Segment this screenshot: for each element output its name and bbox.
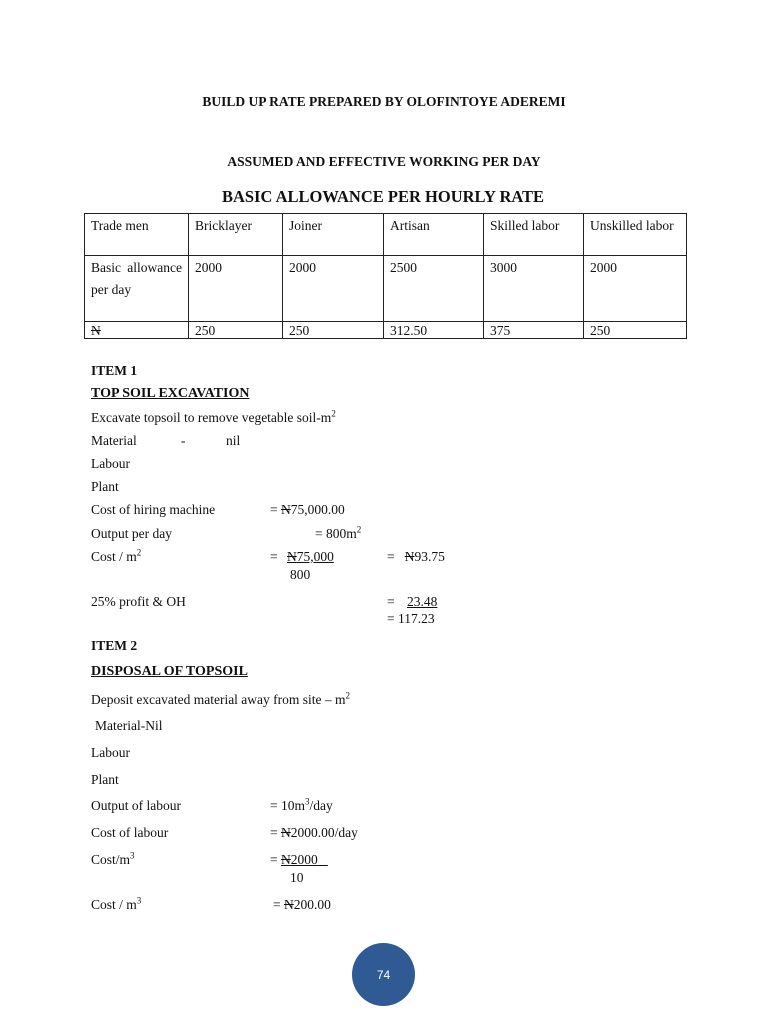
item1-heading: ITEM 1 [91,363,138,378]
table-cell: 250 [584,322,687,339]
item2-cost-labour-label: Cost of labour [91,825,169,840]
item1-description: Excavate topsoil to remove vegetable soil-$m^2$ [91,408,336,425]
item2-costm3-label: Cost/$m^3$ [91,850,135,867]
item1-material-dash: - [181,433,186,448]
item1-cost-label: Cost / $m^2$ [91,547,142,564]
table-cell: 2000 [283,256,384,322]
item2-output-label: Output of labour [91,798,181,813]
table-cell: 2000 [189,256,283,322]
table-row [85,322,687,339]
item1-output-value: = $800m^2$ [315,524,362,541]
table-cell: 250 [189,322,283,339]
item2-final-label: Cost / $m^3$ [91,895,142,912]
item2-cost-labour-value: = N2000.00/day [270,825,358,840]
item1-profit-label: 25% profit & OH [91,594,186,609]
table-title: BASIC ALLOWANCE PER HOURLY RATE [221,187,545,206]
item1-material-value: nil [226,433,241,448]
table-cell: 375 [484,322,584,339]
table-header-cell: Skilled labor [484,214,584,256]
table-cell: 2000 [584,256,687,322]
item2-output-value: = $10m^3$/day [270,796,333,813]
item1-title: TOP SOIL EXCAVATION [91,386,250,401]
table-cell-currency: N [85,322,189,339]
item1-hire-value: = N75,000.00 [270,502,345,517]
item2-costm3-numerator: = N2000 [270,852,318,867]
table-header-cell: Joiner [283,214,384,256]
table-cell: 2500 [384,256,484,322]
item1-material-label: Material [91,433,137,448]
item1-profit-value: 23.48 [407,594,438,609]
rates-table [84,213,687,339]
item1-cost-eq: = [270,549,278,564]
item2-costm3-denominator: 10 [290,870,304,885]
item2-description: Deposit excavated material away from site – $m^2$ [91,690,351,707]
item2-title: DISPOSAL OF TOPSOIL [91,664,248,679]
table-header-cell: Unskilled labor [584,214,687,256]
table-header-cell: Trade men [85,214,189,256]
item2-final-value: = N200.00 [273,897,331,912]
item1-cost-numerator: N75,000 [287,549,334,564]
item1-total: = 117.23 [387,611,435,626]
item1-labour: Labour [91,456,130,471]
table-header-row [85,214,687,256]
page-number-badge [352,943,415,1006]
table-cell: 3000 [484,256,584,322]
item1-cost-denominator: 800 [290,567,311,582]
item1-hire-label: Cost of hiring machine [91,502,216,517]
item1-profit-eq: = [387,594,395,609]
item2-plant: Plant [91,772,119,787]
item1-cost-result: = N93.75 [387,549,445,564]
item2-material: Material-Nil [95,718,163,733]
item1-output-label: Output per day [91,526,172,541]
section-subtitle: ASSUMED AND EFFECTIVE WORKING PER DAY [227,154,541,169]
table-cell: Basic allowance per day [85,256,189,322]
table-cell: 250 [283,322,384,339]
item2-heading: ITEM 2 [91,638,138,653]
document-title: BUILD UP RATE PREPARED BY OLOFINTOYE ADEREMI [202,94,566,109]
table-cell: 312.50 [384,322,484,339]
page-number: 74 [376,967,391,982]
table-header-cell: Artisan [384,214,484,256]
table-header-cell: Bricklayer [189,214,283,256]
item2-labour: Labour [91,745,130,760]
table-row [85,256,687,322]
item1-plant: Plant [91,479,119,494]
